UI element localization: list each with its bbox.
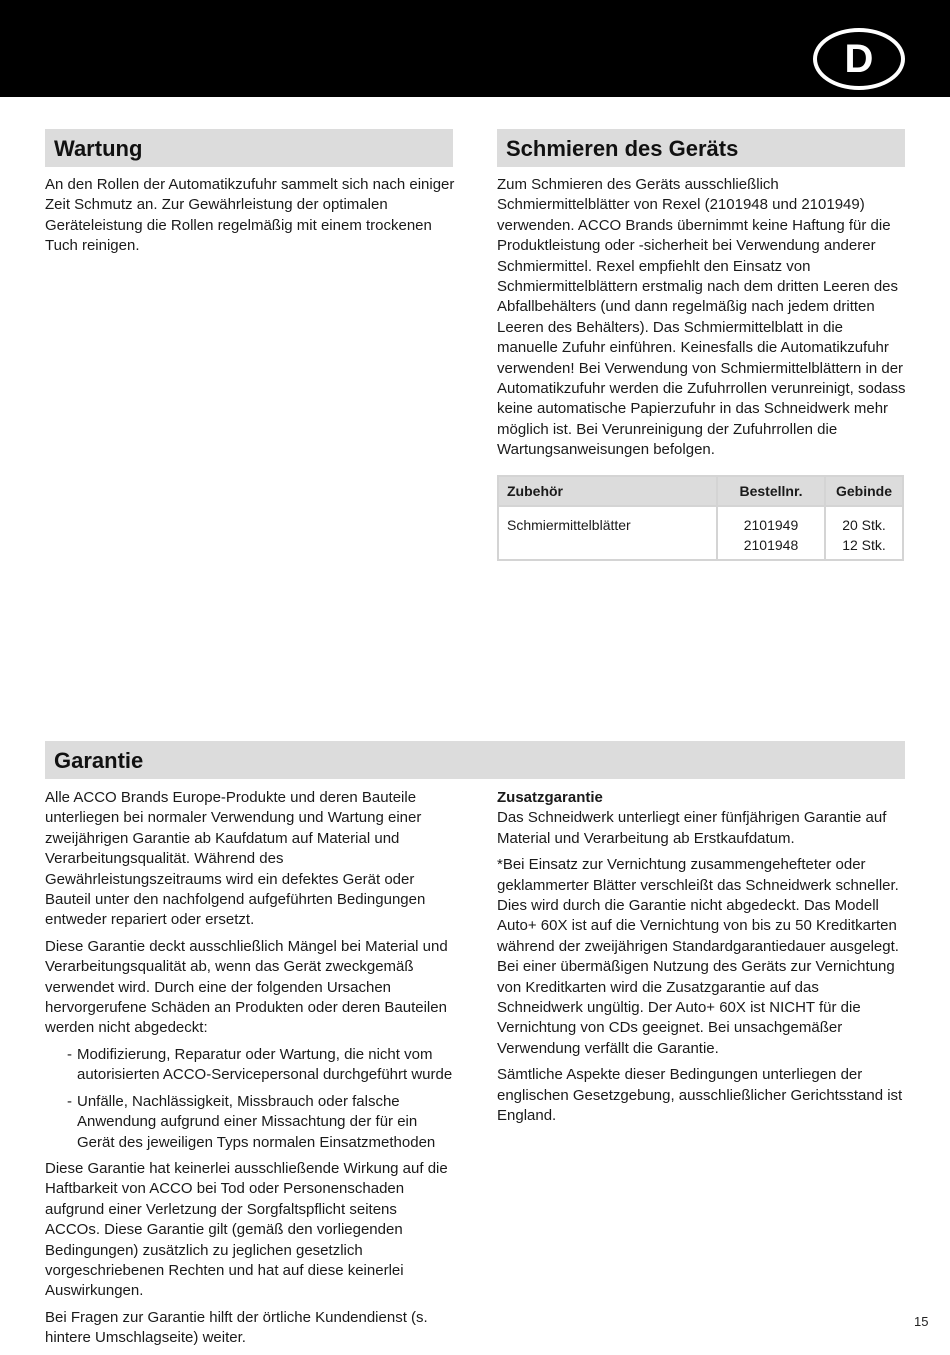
bullet-dash: - <box>67 1045 72 1063</box>
accessories-table <box>497 475 904 561</box>
table-cell-order-numbers <box>717 506 825 560</box>
list-item-text: Modifizierung, Reparatur oder Wartung, die nicht vom autorisierten ACCO-Servicepersonal durchgeführt wurde <box>77 1045 453 1084</box>
header-bar <box>0 0 950 97</box>
language-badge: D <box>813 28 905 90</box>
list-item <box>45 1092 455 1153</box>
garantie-paragraph: *Bei Einsatz zur Vernichtung zusammengehefteter oder geklammerter Blätter verschleißt das Schneidwerk schneller. Dies wird durch die Garantie nicht abgedeckt. Das Modell Auto+ 60X ist auf die Vernichtung von bis zu 50 Kreditkarten während der zweijährigen Standardgarantiedauer ausgelegt. Bei einer übermäßigen Nutzung des Geräts zur Vernichtung von Kreditkarten wird die Zusatzgarantie auf das Schneidwerk ungültig. Der Auto+ 60X ist NICHT für die Vernichtung von CDs geeignet. Bei unsachgemäßer Verwendung verfällt die Garantie. <box>497 856 899 1057</box>
table-row <box>498 506 903 560</box>
garantie-paragraph: Bei Fragen zur Garantie hilft der örtliche Kundendienst (s. hintere Umschlagseite) weiter. <box>45 1308 428 1347</box>
table-header-accessory: Zubehör <box>498 476 717 506</box>
page-number: 15 <box>914 1314 929 1329</box>
list-item-text: Unfälle, Nachlässigkeit, Missbrauch oder falsche Anwendung aufgrund einer Missachtung der für ein Gerät des jeweiligen Typs normalen Einsatzmethoden <box>77 1092 436 1151</box>
garantie-paragraph: Alle ACCO Brands Europe-Produkte und deren Bauteile unterliegen bei normaler Verwendung und Wartung einer zweijährigen Garantie ab Kaufdatum auf Material und Verarbeitungsqualität. Während des Gewährleistungszeitraums wird ein defektes Gerät oder Bauteil unter den nachfolgend aufgeführten Bedingungen entweder repariert oder ersetzt. <box>45 789 426 929</box>
section-heading-schmieren: Schmieren des Geräts <box>497 129 905 167</box>
wartung-paragraph: An den Rollen der Automatikzufuhr sammelt sich nach einiger Zeit Schmutz an. Zur Gewährleistung der optimalen Geräteleistung die Rollen regelmäßig mit einem trockenen Tuch reinigen. <box>45 176 455 255</box>
wartung-text <box>45 175 457 263</box>
table-cell-packs <box>825 506 903 560</box>
bullet-dash: - <box>67 1092 72 1110</box>
table-header-order-number: Bestellnr. <box>717 476 825 506</box>
garantie-paragraph: Diese Garantie deckt ausschließlich Mängel bei Material und Verarbeitungsqualität ab, wenn das Gerät zweckgemäß verwendet wird. Durch eine der folgenden Ursachen hervorgerufene Schäden an Produkten oder deren Bauteilen werden nicht abgedeckt: <box>45 937 448 1037</box>
schmieren-text <box>497 175 907 467</box>
garantie-paragraph: Sämtliche Aspekte dieser Bedingungen unterliegen der englischen Gesetzgebung, ausschließlicher Gerichtsstand ist England. <box>497 1066 903 1125</box>
section-heading-garantie: Garantie <box>45 741 905 779</box>
garantie-right-column <box>497 788 907 1133</box>
pack-size: 20 Stk. <box>842 517 886 533</box>
table-cell-item: Schmiermittelblätter <box>507 517 631 533</box>
schmieren-paragraph: Zum Schmieren des Geräts ausschließlich Schmiermittelblätter von Rexel (2101948 und 2101949) verwenden. ACCO Brands übernimmt keine Haftung für die Produktleistung oder -sicherheit bei Verwendung anderer Schmiermittel. Rexel empfiehlt den Einsatz von Schmiermittelblättern erstmalig nach dem dritten Leeren des Abfallbehälters (und dann regelmäßig nach jedem dritten Leeren des Behälters). Das Schmiermittelblatt in die manuelle Zufuhr einführen. Keinesfalls die Automatikzufuhr verwenden! Bei Verwendung von Schmiermittelblättern in der Automatikzufuhr werden die Zufuhrrollen verunreinigt, sodass keine automatische Papierzufuhr in das Schneidwerk mehr möglich ist. Bei Verunreinigung der Zufuhrrollen die Wartungsanweisungen befolgen. <box>497 176 906 459</box>
order-number: 2101949 <box>743 517 799 533</box>
order-number: 2101948 <box>743 537 799 553</box>
garantie-paragraph: Diese Garantie hat keinerlei ausschließende Wirkung auf die Haftbarkeit von ACCO bei Tod oder Personenschaden aufgrund einer Verletzung der Sorgfaltspflicht seitens ACCOs. Diese Garantie gilt (gemäß den vorliegenden Bedingungen) zusätzlich zu jeglichen gesetzlich vorgeschriebenen Rechten und hat auf diese keinerlei Auswirkungen. <box>45 1159 448 1300</box>
garantie-paragraph: Das Schneidwerk unterliegt einer fünfjährigen Garantie auf Material und Verarbeitung ab Erstkaufdatum. <box>497 809 887 847</box>
zusatzgarantie-heading: Zusatzgarantie <box>497 789 603 806</box>
section-heading-wartung: Wartung <box>45 129 453 167</box>
table-header-row <box>498 476 903 506</box>
pack-size: 12 Stk. <box>842 537 886 553</box>
exclusion-list <box>45 1045 455 1153</box>
list-item <box>45 1045 455 1086</box>
table-header-pack: Gebinde <box>825 476 903 506</box>
garantie-left-column <box>45 788 455 1355</box>
